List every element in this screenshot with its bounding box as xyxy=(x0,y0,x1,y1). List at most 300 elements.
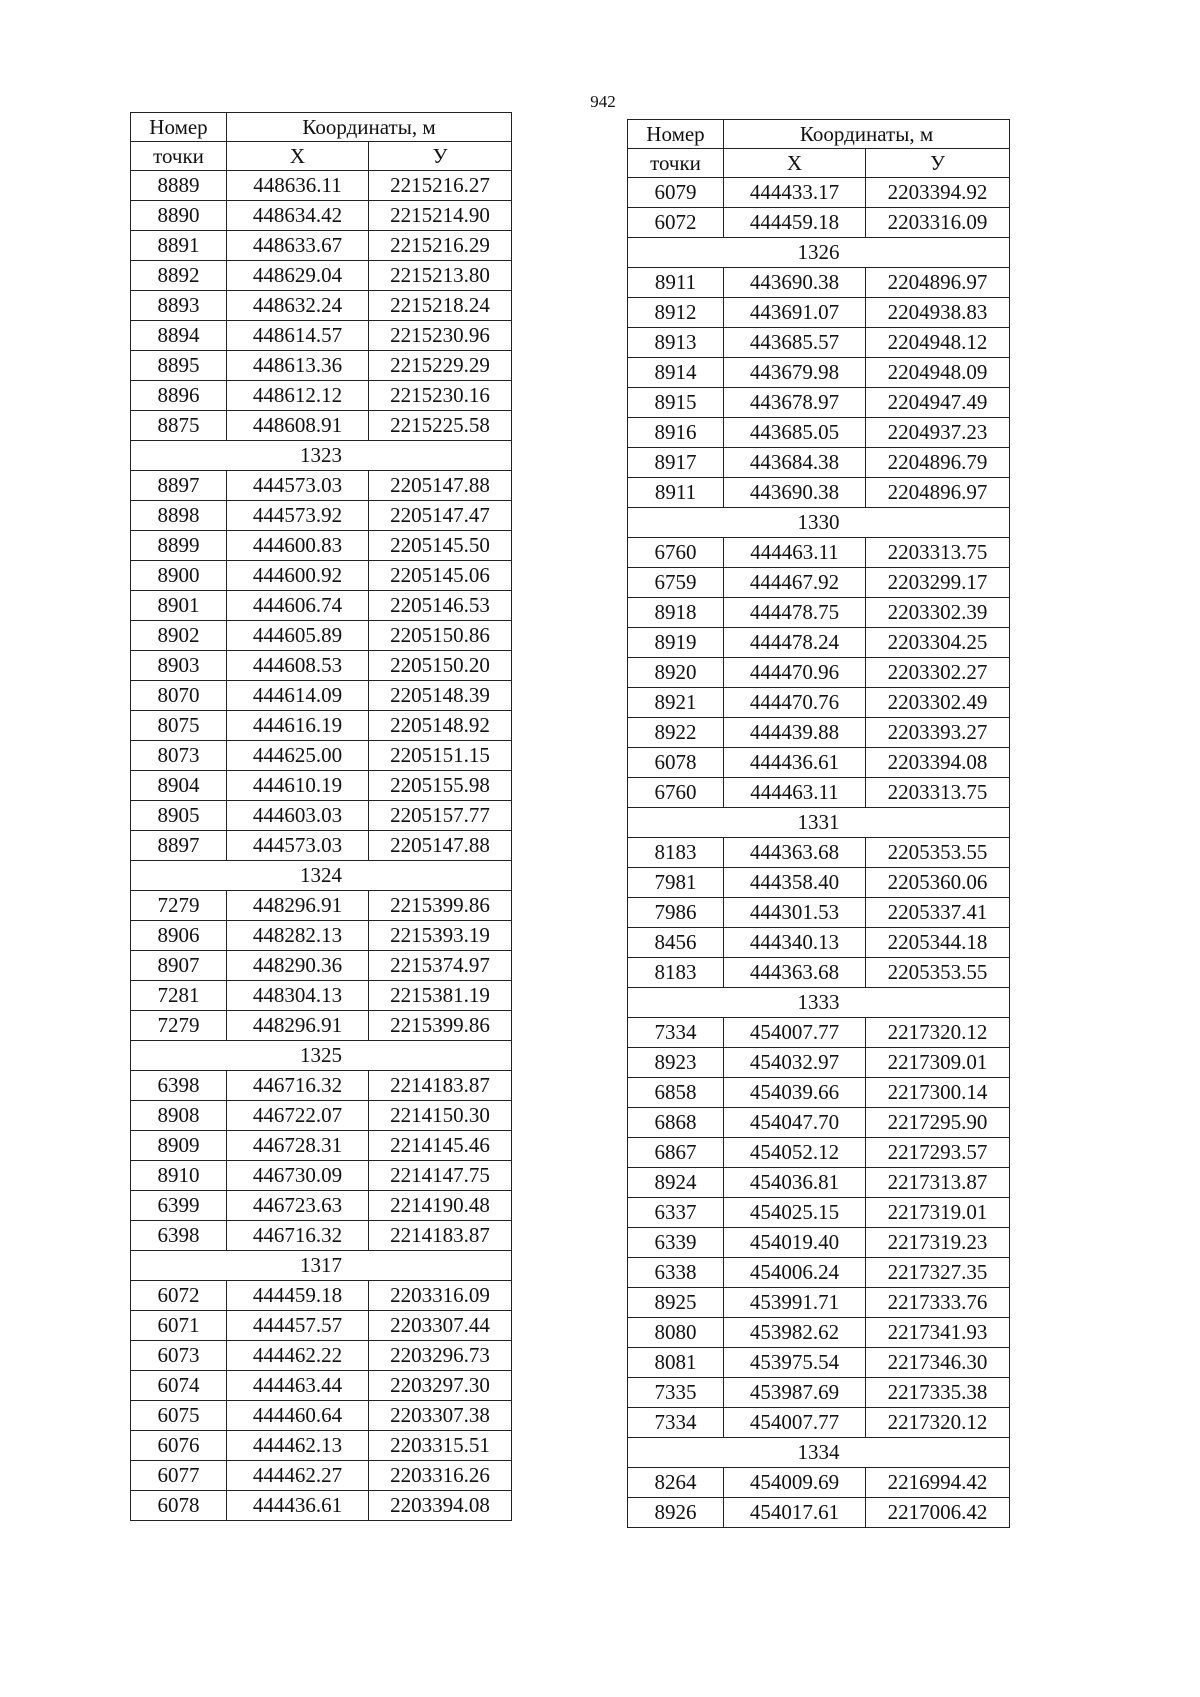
point-number-cell: 8892 xyxy=(131,261,227,291)
section-row xyxy=(628,808,1010,838)
x-coordinate-cell: 446723.63 xyxy=(227,1191,369,1221)
point-number-cell: 8926 xyxy=(628,1498,724,1528)
table-row xyxy=(628,1198,1010,1228)
y-coordinate-cell: 2217295.90 xyxy=(866,1108,1010,1138)
y-coordinate-cell: 2203313.75 xyxy=(866,778,1010,808)
point-number-cell: 6337 xyxy=(628,1198,724,1228)
y-coordinate-cell: 2214147.75 xyxy=(369,1161,512,1191)
point-number-cell: 8913 xyxy=(628,328,724,358)
point-number-cell: 8909 xyxy=(131,1131,227,1161)
y-coordinate-cell: 2204896.97 xyxy=(866,268,1010,298)
table-row xyxy=(131,1461,512,1491)
x-coordinate-cell: 448290.36 xyxy=(227,951,369,981)
table-row xyxy=(131,381,512,411)
x-coordinate-cell: 448636.11 xyxy=(227,171,369,201)
y-coordinate-cell: 2217327.35 xyxy=(866,1258,1010,1288)
point-number-cell: 8925 xyxy=(628,1288,724,1318)
y-coordinate-cell: 2205344.18 xyxy=(866,928,1010,958)
x-coordinate-cell: 444363.68 xyxy=(724,958,866,988)
y-coordinate-cell: 2215218.24 xyxy=(369,291,512,321)
table-row xyxy=(131,411,512,441)
page-number: 942 xyxy=(590,92,616,111)
point-number-cell: 8911 xyxy=(628,268,724,298)
point-number-cell: 8916 xyxy=(628,418,724,448)
header-row xyxy=(628,149,1010,178)
x-coordinate-cell: 448612.12 xyxy=(227,381,369,411)
y-coordinate-cell: 2203302.39 xyxy=(866,598,1010,628)
point-number-cell: 6078 xyxy=(628,748,724,778)
y-coordinate-cell: 2217346.30 xyxy=(866,1348,1010,1378)
table-row xyxy=(131,201,512,231)
point-number-cell: 8899 xyxy=(131,531,227,561)
x-coordinate-cell: 454036.81 xyxy=(724,1168,866,1198)
x-coordinate-cell: 454052.12 xyxy=(724,1138,866,1168)
point-number-cell: 6073 xyxy=(131,1341,227,1371)
y-coordinate-cell: 2205145.50 xyxy=(369,531,512,561)
y-coordinate-cell: 2216994.42 xyxy=(866,1468,1010,1498)
point-number-cell: 8900 xyxy=(131,561,227,591)
y-coordinate-cell: 2203304.25 xyxy=(866,628,1010,658)
table-row xyxy=(628,628,1010,658)
x-coordinate-cell: 444459.18 xyxy=(724,208,866,238)
y-coordinate-cell: 2205353.55 xyxy=(866,838,1010,868)
section-row xyxy=(131,1041,512,1071)
point-number-cell: 8070 xyxy=(131,681,227,711)
point-number-header: Номер xyxy=(628,120,724,149)
point-number-cell: 6072 xyxy=(131,1281,227,1311)
table-body xyxy=(131,171,512,1521)
table-row xyxy=(628,778,1010,808)
x-coordinate-cell: 446716.32 xyxy=(227,1221,369,1251)
table-row xyxy=(628,1378,1010,1408)
point-number-header: точки xyxy=(131,142,227,171)
y-coordinate-cell: 2203316.09 xyxy=(866,208,1010,238)
table-row xyxy=(628,298,1010,328)
table-row xyxy=(131,1431,512,1461)
table-row xyxy=(628,658,1010,688)
y-coordinate-cell: 2205150.86 xyxy=(369,621,512,651)
x-coordinate-cell: 453987.69 xyxy=(724,1378,866,1408)
x-coordinate-cell: 453975.54 xyxy=(724,1348,866,1378)
x-coordinate-cell: 454019.40 xyxy=(724,1228,866,1258)
section-row xyxy=(131,441,512,471)
table-row xyxy=(131,1131,512,1161)
point-number-cell: 6339 xyxy=(628,1228,724,1258)
y-coordinate-cell: 2205157.77 xyxy=(369,801,512,831)
x-coordinate-cell: 448632.24 xyxy=(227,291,369,321)
x-coordinate-cell: 448614.57 xyxy=(227,321,369,351)
x-coordinate-cell: 444573.92 xyxy=(227,501,369,531)
table-row xyxy=(131,531,512,561)
point-number-cell: 8896 xyxy=(131,381,227,411)
point-number-cell: 8906 xyxy=(131,921,227,951)
point-number-cell: 8908 xyxy=(131,1101,227,1131)
x-coordinate-cell: 444600.92 xyxy=(227,561,369,591)
table-row xyxy=(628,1048,1010,1078)
section-number: 1330 xyxy=(628,508,1010,538)
table-row xyxy=(131,1071,512,1101)
x-coordinate-cell: 448296.91 xyxy=(227,1011,369,1041)
y-coordinate-cell: 2203307.38 xyxy=(369,1401,512,1431)
point-number-cell: 6398 xyxy=(131,1071,227,1101)
y-coordinate-cell: 2214190.48 xyxy=(369,1191,512,1221)
table-row xyxy=(628,1018,1010,1048)
x-coordinate-cell: 444340.13 xyxy=(724,928,866,958)
table-row xyxy=(131,1191,512,1221)
point-number-cell: 6076 xyxy=(131,1431,227,1461)
point-number-cell: 8902 xyxy=(131,621,227,651)
y-coordinate-cell: 2217319.23 xyxy=(866,1228,1010,1258)
table-row xyxy=(131,801,512,831)
section-row xyxy=(628,988,1010,1018)
point-number-cell: 8917 xyxy=(628,448,724,478)
point-number-cell: 8264 xyxy=(628,1468,724,1498)
y-coordinate-cell: 2205147.47 xyxy=(369,501,512,531)
x-coordinate-cell: 454047.70 xyxy=(724,1108,866,1138)
table-row xyxy=(628,958,1010,988)
table-row xyxy=(628,898,1010,928)
point-number-cell: 7334 xyxy=(628,1018,724,1048)
point-number-cell: 6079 xyxy=(628,178,724,208)
point-number-cell: 6867 xyxy=(628,1138,724,1168)
table-row xyxy=(628,598,1010,628)
table-row xyxy=(131,1161,512,1191)
x-coordinate-cell: 444457.57 xyxy=(227,1311,369,1341)
x-coordinate-cell: 453991.71 xyxy=(724,1288,866,1318)
table-row xyxy=(131,1341,512,1371)
y-coordinate-cell: 2214150.30 xyxy=(369,1101,512,1131)
point-number-cell: 8903 xyxy=(131,651,227,681)
x-coordinate-cell: 444478.24 xyxy=(724,628,866,658)
point-number-cell: 8889 xyxy=(131,171,227,201)
y-coordinate-cell: 2205360.06 xyxy=(866,868,1010,898)
point-number-header: Номер xyxy=(131,113,227,142)
point-number-cell: 8081 xyxy=(628,1348,724,1378)
x-coordinate-cell: 443684.38 xyxy=(724,448,866,478)
y-coordinate-cell: 2205147.88 xyxy=(369,831,512,861)
point-number-cell: 8910 xyxy=(131,1161,227,1191)
table-row xyxy=(628,1168,1010,1198)
table-row xyxy=(131,1401,512,1431)
point-number-cell: 8905 xyxy=(131,801,227,831)
x-coordinate-cell: 444625.00 xyxy=(227,741,369,771)
y-coordinate-cell: 2205146.53 xyxy=(369,591,512,621)
point-number-cell: 8080 xyxy=(628,1318,724,1348)
table-row xyxy=(131,831,512,861)
point-number-cell: 8912 xyxy=(628,298,724,328)
point-number-cell: 7981 xyxy=(628,868,724,898)
point-number-cell: 8922 xyxy=(628,718,724,748)
x-header: X xyxy=(724,149,866,178)
y-coordinate-cell: 2205151.15 xyxy=(369,741,512,771)
point-number-cell: 8456 xyxy=(628,928,724,958)
x-coordinate-cell: 444606.74 xyxy=(227,591,369,621)
point-number-cell: 8073 xyxy=(131,741,227,771)
y-coordinate-cell: 2205150.20 xyxy=(369,651,512,681)
y-coordinate-cell: 2203302.49 xyxy=(866,688,1010,718)
point-number-cell: 8907 xyxy=(131,951,227,981)
table-row xyxy=(131,651,512,681)
x-coordinate-cell: 444363.68 xyxy=(724,838,866,868)
x-coordinate-cell: 444610.19 xyxy=(227,771,369,801)
y-coordinate-cell: 2217309.01 xyxy=(866,1048,1010,1078)
y-coordinate-cell: 2203307.44 xyxy=(369,1311,512,1341)
y-coordinate-cell: 2217006.42 xyxy=(866,1498,1010,1528)
table-row xyxy=(131,1221,512,1251)
y-coordinate-cell: 2215374.97 xyxy=(369,951,512,981)
section-number: 1325 xyxy=(131,1041,512,1071)
y-coordinate-cell: 2203297.30 xyxy=(369,1371,512,1401)
table-row xyxy=(628,358,1010,388)
x-coordinate-cell: 444573.03 xyxy=(227,831,369,861)
y-coordinate-cell: 2205148.92 xyxy=(369,711,512,741)
table-row xyxy=(131,1371,512,1401)
y-coordinate-cell: 2203316.09 xyxy=(369,1281,512,1311)
x-coordinate-cell: 454007.77 xyxy=(724,1408,866,1438)
x-coordinate-cell: 448282.13 xyxy=(227,921,369,951)
point-number-cell: 8904 xyxy=(131,771,227,801)
section-row xyxy=(131,861,512,891)
x-coordinate-cell: 444459.18 xyxy=(227,1281,369,1311)
table-row xyxy=(131,1281,512,1311)
y-coordinate-cell: 2215214.90 xyxy=(369,201,512,231)
point-number-cell: 8924 xyxy=(628,1168,724,1198)
x-coordinate-cell: 443690.38 xyxy=(724,268,866,298)
y-coordinate-cell: 2205147.88 xyxy=(369,471,512,501)
y-coordinate-cell: 2204937.23 xyxy=(866,418,1010,448)
point-number-cell: 6071 xyxy=(131,1311,227,1341)
x-coordinate-cell: 453982.62 xyxy=(724,1318,866,1348)
y-coordinate-cell: 2205353.55 xyxy=(866,958,1010,988)
point-number-cell: 8923 xyxy=(628,1048,724,1078)
x-coordinate-cell: 443690.38 xyxy=(724,478,866,508)
coordinates-table-left xyxy=(130,112,512,1521)
x-coordinate-cell: 443679.98 xyxy=(724,358,866,388)
table-row xyxy=(628,1288,1010,1318)
header-row xyxy=(131,142,512,171)
x-coordinate-cell: 444439.88 xyxy=(724,718,866,748)
y-coordinate-cell: 2205155.98 xyxy=(369,771,512,801)
point-number-cell: 6399 xyxy=(131,1191,227,1221)
x-coordinate-cell: 448608.91 xyxy=(227,411,369,441)
x-coordinate-cell: 448304.13 xyxy=(227,981,369,1011)
y-coordinate-cell: 2203296.73 xyxy=(369,1341,512,1371)
y-coordinate-cell: 2215229.29 xyxy=(369,351,512,381)
x-coordinate-cell: 444467.92 xyxy=(724,568,866,598)
x-coordinate-cell: 454017.61 xyxy=(724,1498,866,1528)
table-row xyxy=(131,501,512,531)
point-number-cell: 8897 xyxy=(131,471,227,501)
point-number-cell: 7279 xyxy=(131,1011,227,1041)
point-number-cell: 6760 xyxy=(628,778,724,808)
point-number-cell: 8183 xyxy=(628,958,724,988)
point-number-cell: 6868 xyxy=(628,1108,724,1138)
table-row xyxy=(131,231,512,261)
point-number-cell: 7334 xyxy=(628,1408,724,1438)
table-row xyxy=(628,868,1010,898)
table-row xyxy=(131,351,512,381)
table-row xyxy=(628,448,1010,478)
y-coordinate-cell: 2204948.09 xyxy=(866,358,1010,388)
coordinates-table-right xyxy=(627,119,1010,1528)
point-number-cell: 8921 xyxy=(628,688,724,718)
table-row xyxy=(628,928,1010,958)
y-coordinate-cell: 2203302.27 xyxy=(866,658,1010,688)
table-row xyxy=(131,951,512,981)
table-body xyxy=(628,178,1010,1528)
section-row xyxy=(131,1251,512,1281)
section-number: 1323 xyxy=(131,441,512,471)
point-number-cell: 8901 xyxy=(131,591,227,621)
coordinates-header: Координаты, м xyxy=(724,120,1010,149)
y-coordinate-cell: 2215399.86 xyxy=(369,891,512,921)
section-number: 1331 xyxy=(628,808,1010,838)
y-coordinate-cell: 2214183.87 xyxy=(369,1221,512,1251)
section-row xyxy=(628,238,1010,268)
table-row xyxy=(628,1138,1010,1168)
table-row xyxy=(131,771,512,801)
y-coordinate-cell: 2203315.51 xyxy=(369,1431,512,1461)
table-row xyxy=(628,748,1010,778)
table-row xyxy=(131,921,512,951)
point-number-cell: 8893 xyxy=(131,291,227,321)
y-coordinate-cell: 2217313.87 xyxy=(866,1168,1010,1198)
table-row xyxy=(628,1078,1010,1108)
y-coordinate-cell: 2217319.01 xyxy=(866,1198,1010,1228)
point-number-cell: 6075 xyxy=(131,1401,227,1431)
x-coordinate-cell: 454007.77 xyxy=(724,1018,866,1048)
y-coordinate-cell: 2205337.41 xyxy=(866,898,1010,928)
x-coordinate-cell: 444463.11 xyxy=(724,778,866,808)
point-number-cell: 8914 xyxy=(628,358,724,388)
y-coordinate-cell: 2203394.08 xyxy=(866,748,1010,778)
point-number-cell: 8891 xyxy=(131,231,227,261)
y-coordinate-cell: 2203394.92 xyxy=(866,178,1010,208)
y-coordinate-cell: 2217320.12 xyxy=(866,1408,1010,1438)
y-coordinate-cell: 2215225.58 xyxy=(369,411,512,441)
point-number-cell: 7279 xyxy=(131,891,227,921)
table-row xyxy=(628,418,1010,448)
x-coordinate-cell: 444463.11 xyxy=(724,538,866,568)
point-number-cell: 6759 xyxy=(628,568,724,598)
y-coordinate-cell: 2217335.38 xyxy=(866,1378,1010,1408)
table-row xyxy=(131,291,512,321)
point-number-cell: 8894 xyxy=(131,321,227,351)
x-coordinate-cell: 444462.13 xyxy=(227,1431,369,1461)
x-coordinate-cell: 444603.03 xyxy=(227,801,369,831)
table-row xyxy=(131,621,512,651)
x-coordinate-cell: 444301.53 xyxy=(724,898,866,928)
section-row xyxy=(628,508,1010,538)
x-coordinate-cell: 444462.22 xyxy=(227,1341,369,1371)
x-coordinate-cell: 444470.96 xyxy=(724,658,866,688)
table-row xyxy=(131,591,512,621)
x-coordinate-cell: 444462.27 xyxy=(227,1461,369,1491)
table-row xyxy=(628,1468,1010,1498)
table-row xyxy=(628,718,1010,748)
point-number-cell: 6077 xyxy=(131,1461,227,1491)
x-coordinate-cell: 454025.15 xyxy=(724,1198,866,1228)
point-number-cell: 8183 xyxy=(628,838,724,868)
table-row xyxy=(131,1491,512,1521)
point-number-cell: 6338 xyxy=(628,1258,724,1288)
y-coordinate-cell: 2203394.08 xyxy=(369,1491,512,1521)
x-coordinate-cell: 448296.91 xyxy=(227,891,369,921)
point-number-cell: 8919 xyxy=(628,628,724,658)
table-row xyxy=(131,1011,512,1041)
header-row xyxy=(628,120,1010,149)
point-number-cell: 8918 xyxy=(628,598,724,628)
table-row xyxy=(628,178,1010,208)
x-coordinate-cell: 443685.05 xyxy=(724,418,866,448)
coordinates-header: Координаты, м xyxy=(227,113,512,142)
table-row xyxy=(131,711,512,741)
table-row xyxy=(628,388,1010,418)
y-header: У xyxy=(369,142,512,171)
point-number-cell: 8895 xyxy=(131,351,227,381)
table-row xyxy=(628,688,1010,718)
point-number-cell: 8920 xyxy=(628,658,724,688)
table-row xyxy=(628,1318,1010,1348)
section-number: 1324 xyxy=(131,861,512,891)
x-coordinate-cell: 443691.07 xyxy=(724,298,866,328)
x-coordinate-cell: 454006.24 xyxy=(724,1258,866,1288)
table-row xyxy=(131,681,512,711)
x-coordinate-cell: 443685.57 xyxy=(724,328,866,358)
table-row xyxy=(131,471,512,501)
table-row xyxy=(628,1258,1010,1288)
point-number-cell: 6072 xyxy=(628,208,724,238)
y-coordinate-cell: 2215399.86 xyxy=(369,1011,512,1041)
x-coordinate-cell: 444616.19 xyxy=(227,711,369,741)
point-number-cell: 6398 xyxy=(131,1221,227,1251)
table-row xyxy=(628,1228,1010,1258)
x-coordinate-cell: 444433.17 xyxy=(724,178,866,208)
table-row xyxy=(131,561,512,591)
section-number: 1334 xyxy=(628,1438,1010,1468)
y-coordinate-cell: 2205148.39 xyxy=(369,681,512,711)
y-coordinate-cell: 2215393.19 xyxy=(369,921,512,951)
x-coordinate-cell: 444605.89 xyxy=(227,621,369,651)
point-number-header: точки xyxy=(628,149,724,178)
section-number: 1333 xyxy=(628,988,1010,1018)
table-row xyxy=(131,891,512,921)
y-coordinate-cell: 2217320.12 xyxy=(866,1018,1010,1048)
point-number-cell: 7281 xyxy=(131,981,227,1011)
x-coordinate-cell: 444573.03 xyxy=(227,471,369,501)
point-number-cell: 6760 xyxy=(628,538,724,568)
point-number-cell: 8915 xyxy=(628,388,724,418)
y-coordinate-cell: 2214145.46 xyxy=(369,1131,512,1161)
point-number-cell: 6074 xyxy=(131,1371,227,1401)
y-coordinate-cell: 2217300.14 xyxy=(866,1078,1010,1108)
table-row xyxy=(628,568,1010,598)
y-coordinate-cell: 2215213.80 xyxy=(369,261,512,291)
x-coordinate-cell: 444463.44 xyxy=(227,1371,369,1401)
point-number-cell: 8898 xyxy=(131,501,227,531)
x-coordinate-cell: 444478.75 xyxy=(724,598,866,628)
y-coordinate-cell: 2204947.49 xyxy=(866,388,1010,418)
y-coordinate-cell: 2215230.96 xyxy=(369,321,512,351)
table-row xyxy=(628,838,1010,868)
y-coordinate-cell: 2204938.83 xyxy=(866,298,1010,328)
header-row xyxy=(131,113,512,142)
x-coordinate-cell: 444470.76 xyxy=(724,688,866,718)
table-row xyxy=(628,1348,1010,1378)
point-number-cell: 8875 xyxy=(131,411,227,441)
x-coordinate-cell: 444358.40 xyxy=(724,868,866,898)
y-coordinate-cell: 2204896.97 xyxy=(866,478,1010,508)
